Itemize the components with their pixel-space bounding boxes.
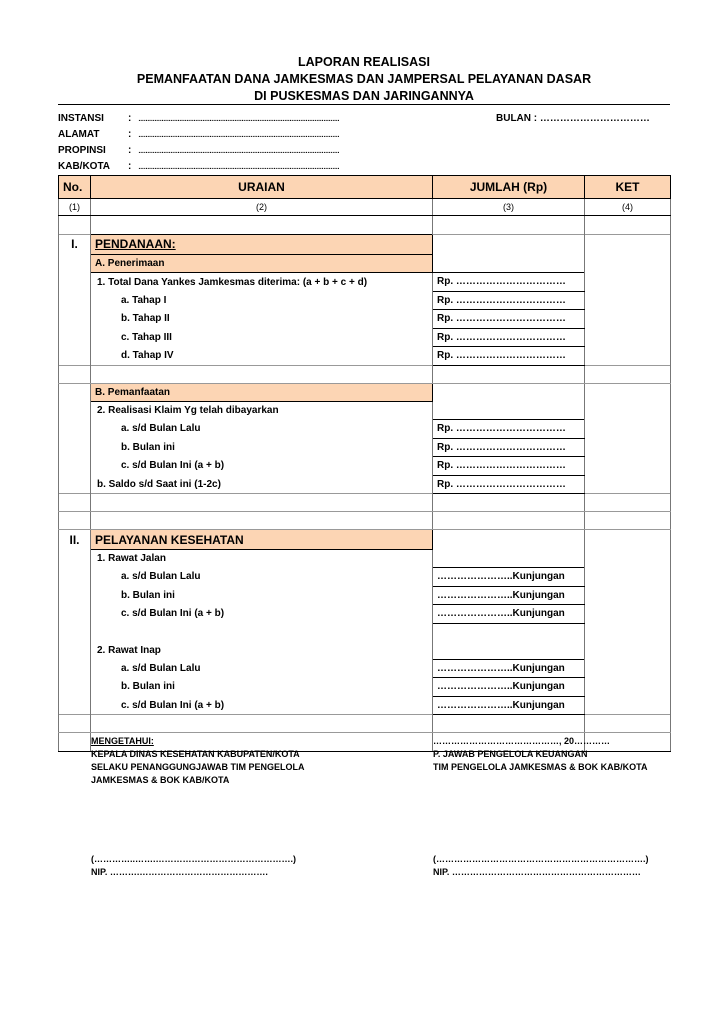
info-colon: : <box>128 145 132 156</box>
table-row <box>59 494 671 512</box>
info-label: KAB/KOTA <box>58 161 111 172</box>
row-label: b. Saldo s/d Saat ini (1-2c) <box>91 475 433 494</box>
table-row <box>59 254 671 273</box>
table-row <box>59 216 671 235</box>
row-label: c. Tahap III <box>91 328 433 347</box>
info-value-dots[interactable]: ................................................................................................................. <box>138 161 339 172</box>
table-row <box>59 402 671 420</box>
row-label: b. Bulan ini <box>91 438 433 457</box>
info-colon: : <box>128 129 132 140</box>
row-label: a. Tahap I <box>91 291 433 310</box>
section-number: I. <box>59 234 91 254</box>
table-row <box>59 457 671 476</box>
bulan-field[interactable]: BULAN : …………………………… <box>496 113 650 124</box>
col-num-1: (1) <box>59 199 91 216</box>
amount-field[interactable]: Rp. …………………………… <box>433 438 585 457</box>
table-row <box>59 310 671 329</box>
col-header-ket: KET <box>585 176 671 199</box>
table-row <box>59 512 671 530</box>
row-label: 1. Rawat Jalan <box>91 550 433 568</box>
date-field[interactable]: ……………………………………, 20………… <box>433 736 611 746</box>
row-label: a. s/d Bulan Lalu <box>91 420 433 439</box>
col-header-uraian: URAIAN <box>91 176 433 199</box>
row-label: b. Tahap II <box>91 310 433 329</box>
signer-name-field[interactable]: (…………..…….……………………………………….) <box>91 854 296 864</box>
table-row <box>59 420 671 439</box>
table-row <box>59 365 671 383</box>
header-rule <box>58 104 670 105</box>
amount-field[interactable]: Rp. …………………………… <box>433 310 585 329</box>
amount-field[interactable]: Rp. …………………………… <box>433 347 585 366</box>
signer-title: P. JAWAB PENGELOLA KEUANGAN <box>433 749 588 759</box>
info-value-dots[interactable]: ................................................................................................................. <box>138 129 339 140</box>
col-num-2: (2) <box>91 199 433 216</box>
row-label: b. Bulan ini <box>91 586 433 605</box>
report-table <box>58 175 671 752</box>
info-label: PROPINSI <box>58 145 106 156</box>
info-label: INSTANSI <box>58 113 104 124</box>
subsection-pemanfaatan: B. Pemanfaatan <box>91 383 433 402</box>
visit-count-field[interactable]: …………………..Kunjungan <box>433 605 585 624</box>
table-row <box>59 659 671 678</box>
table-row <box>59 586 671 605</box>
table-row <box>59 273 671 292</box>
signer-title: JAMKESMAS & BOK KAB/KOTA <box>91 775 230 785</box>
column-number-row <box>59 199 671 216</box>
report-title: LAPORAN REALISASI <box>298 55 430 69</box>
table-row <box>59 678 671 697</box>
signature-right-name <box>433 853 649 879</box>
amount-field[interactable]: Rp. …………………………… <box>433 475 585 494</box>
row-label: a. s/d Bulan Lalu <box>91 568 433 587</box>
signer-title: TIM PENGELOLA JAMKESMAS & BOK KAB/KOTA <box>433 762 648 772</box>
info-value-dots[interactable]: ................................................................................................................. <box>138 145 339 156</box>
visit-count-field[interactable]: …………………..Kunjungan <box>433 659 585 678</box>
row-label: 2. Realisasi Klaim Yg telah dibayarkan <box>91 402 433 420</box>
table-row <box>59 550 671 568</box>
visit-count-field[interactable]: …………………..Kunjungan <box>433 678 585 697</box>
signature-left-name <box>91 853 296 879</box>
amount-field[interactable]: Rp. …………………………… <box>433 291 585 310</box>
row-label: 1. Total Dana Yankes Jamkesmas diterima: (a + b + c + d) <box>91 273 433 292</box>
col-header-no: No. <box>59 176 91 199</box>
report-subtitle-2: DI PUSKESMAS DAN JARINGANNYA <box>254 89 474 103</box>
signature-left <box>91 735 305 787</box>
table-row <box>59 641 671 659</box>
col-num-4: (4) <box>585 199 671 216</box>
info-colon: : <box>128 113 132 124</box>
row-label: d. Tahap IV <box>91 347 433 366</box>
table-row <box>59 383 671 402</box>
table-row <box>59 347 671 366</box>
amount-field[interactable]: Rp. …………………………… <box>433 420 585 439</box>
amount-field[interactable]: Rp. …………………………… <box>433 328 585 347</box>
table-row <box>59 438 671 457</box>
table-row <box>59 715 671 733</box>
table-row <box>59 605 671 624</box>
visit-count-field[interactable]: …………………..Kunjungan <box>433 696 585 715</box>
table-row <box>59 328 671 347</box>
section-title: PENDANAAN: <box>91 234 433 254</box>
visit-count-field[interactable]: …………………..Kunjungan <box>433 568 585 587</box>
mengetahui-label: MENGETAHUI: <box>91 736 154 746</box>
row-label: c. s/d Bulan Ini (a + b) <box>91 696 433 715</box>
row-label: 2. Rawat Inap <box>91 641 433 659</box>
row-label: c. s/d Bulan Ini (a + b) <box>91 457 433 476</box>
signer-title: SELAKU PENANGGUNGJAWAB TIM PENGELOLA <box>91 762 305 772</box>
section-row-pelayanan <box>59 530 671 550</box>
signer-nip-field[interactable]: NIP. ……………………………………………………… <box>433 867 641 877</box>
amount-field[interactable]: Rp. …………………………… <box>433 457 585 476</box>
info-label: ALAMAT <box>58 129 100 140</box>
section-title: PELAYANAN KESEHATAN <box>91 530 433 550</box>
section-row-pendanaan <box>59 234 671 254</box>
table-row <box>59 475 671 494</box>
table-row <box>59 696 671 715</box>
subsection-penerimaan: A. Penerimaan <box>91 254 433 273</box>
row-label: c. s/d Bulan Ini (a + b) <box>91 605 433 624</box>
visit-count-field[interactable]: …………………..Kunjungan <box>433 586 585 605</box>
col-header-jumlah: JUMLAH (Rp) <box>433 176 585 199</box>
report-subtitle: PEMANFAATAN DANA JAMKESMAS DAN JAMPERSAL PELAYANAN DASAR <box>136 72 592 86</box>
section-number: II. <box>59 530 91 550</box>
table-header-row <box>59 176 671 199</box>
info-colon: : <box>128 161 132 172</box>
table-row <box>59 623 671 641</box>
row-label: b. Bulan ini <box>91 678 433 697</box>
col-num-3: (3) <box>433 199 585 216</box>
signer-nip-field[interactable]: NIP. ……….……………………………………. <box>91 867 268 877</box>
row-label: a. s/d Bulan Lalu <box>91 659 433 678</box>
info-value-dots[interactable]: ................................................................................................................. <box>138 113 339 124</box>
signer-name-field[interactable]: (…………………………………………………………….) <box>433 854 649 864</box>
signer-title: KEPALA DINAS KESEHATAN KABUPATEN/KOTA <box>91 749 300 759</box>
table-row <box>59 568 671 587</box>
table-row <box>59 291 671 310</box>
signature-right <box>433 735 648 774</box>
amount-field[interactable]: Rp. …………………………… <box>433 273 585 292</box>
